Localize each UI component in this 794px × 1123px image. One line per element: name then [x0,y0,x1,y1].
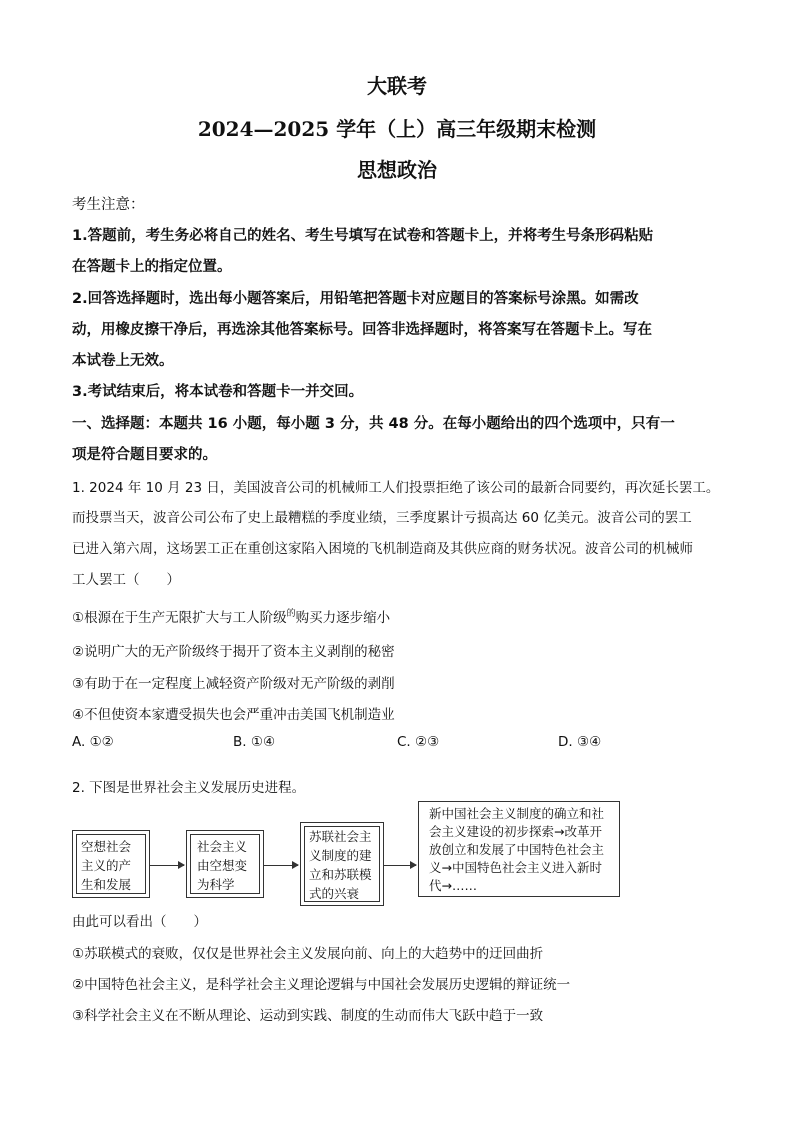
q1-statement-3: ③有助于在一定程度上减轻资产阶级对无产阶级的剥削 [72,676,395,692]
flow-box-1-text: 空想社会主义的产生和发展 [76,834,146,894]
notice-item-3: 3.考试结束后，将本试卷和答题卡一并交回。 [72,384,364,400]
flow-box-3 [300,822,384,906]
flow-box-2-text: 社会主义由空想变为科学 [190,834,260,894]
notice-item-2-line-3: 本试卷上无效。 [72,353,174,369]
q1-option-b: B. ①④ [233,734,276,750]
q2-statement-2: ②中国特色社会主义，是科学社会主义理论逻辑与中国社会发展历史逻辑的辩证统一 [72,977,571,993]
exam-subject: 思想政治 [357,158,437,182]
flow-arrow-1 [150,865,184,866]
q1-stem-line-1: 1. 2024 年 10 月 23 日，美国波音公司的机械师工人们投票拒绝了该公司的最新合同要约，再次延长罢工。 [72,480,720,496]
section-heading-line-1: 一、选择题：本题共 16 小题，每小题 3 分，共 48 分。在每小题给出的四个选项中，只有一 [72,416,675,432]
q2-prompt: 由此可以看出（ ） [72,914,207,930]
q1-option-d: D. ③④ [558,734,602,750]
q1-stem-line-2: 而投票当天，波音公司公布了史上最糟糕的季度业绩，三季度累计亏损高达 60 亿美元。波音公司的罢工 [72,510,692,526]
q1-statement-1: ①根源在于生产无限扩大与工人阶级$^的$购买力逐步缩小 [72,609,391,626]
q1-option-a: A. ①② [72,734,114,750]
exam-brand: 大联考 [367,74,427,98]
flow-arrow-2 [264,865,298,866]
q2-stem: 2. 下图是世界社会主义发展历史进程。 [72,780,306,796]
q1-option-c: C. ②③ [397,734,440,750]
q1-stem-line-4: 工人罢工（ ） [72,572,180,588]
q2-statement-1: ①苏联模式的衰败，仅仅是世界社会主义发展向前、向上的大趋势中的迂回曲折 [72,946,544,962]
q2-statement-3: ③科学社会主义在不断从理论、运动到实践、制度的生动而伟大飞跃中趋于一致 [72,1008,544,1024]
flow-box-2 [186,830,264,898]
notice-item-1-line-1: 1.答题前，考生务必将自己的姓名、考生号填写在试卷和答题卡上，并将考生号条形码粘贴 [72,228,654,244]
flow-arrow-3 [384,865,416,866]
q1-stem-line-3: 已进入第六周，这场罢工正在重创这家陷入困境的飞机制造商及其供应商的财务状况。波音公司的机械师 [72,541,693,557]
flow-box-3-text: 苏联社会主义制度的建立和苏联模式的兴衰 [304,826,380,902]
notice-item-1-line-2: 在答题卡上的指定位置。 [72,259,232,275]
notice-item-2-line-1: 2.回答选择题时，选出每小题答案后，用铅笔把答题卡对应题目的答案标号涂黑。如需改 [72,291,639,307]
notice-heading: 考生注意： [72,197,145,213]
flow-box-4: 新中国社会主义制度的确立和社会主义建设的初步探索→改革开放创立和发展了中国特色社会主义→中国特色社会主义进入新时代→…… [418,801,620,897]
notice-item-2-line-2: 动，用橡皮擦干净后，再选涂其他答案标号。回答非选择题时，将答案写在答题卡上。写在 [72,322,652,338]
q1-statement-4: ④不但使资本家遭受损失也会严重冲击美国飞机制造业 [72,707,395,723]
flow-box-1 [72,830,150,898]
section-heading-line-2: 项是符合题目要求的。 [72,447,217,463]
exam-title: 2024—2025 学年（上）高三年级期末检测 [197,117,597,141]
q1-statement-2: ②说明广大的无产阶级终于揭开了资本主义剥削的秘密 [72,644,395,660]
